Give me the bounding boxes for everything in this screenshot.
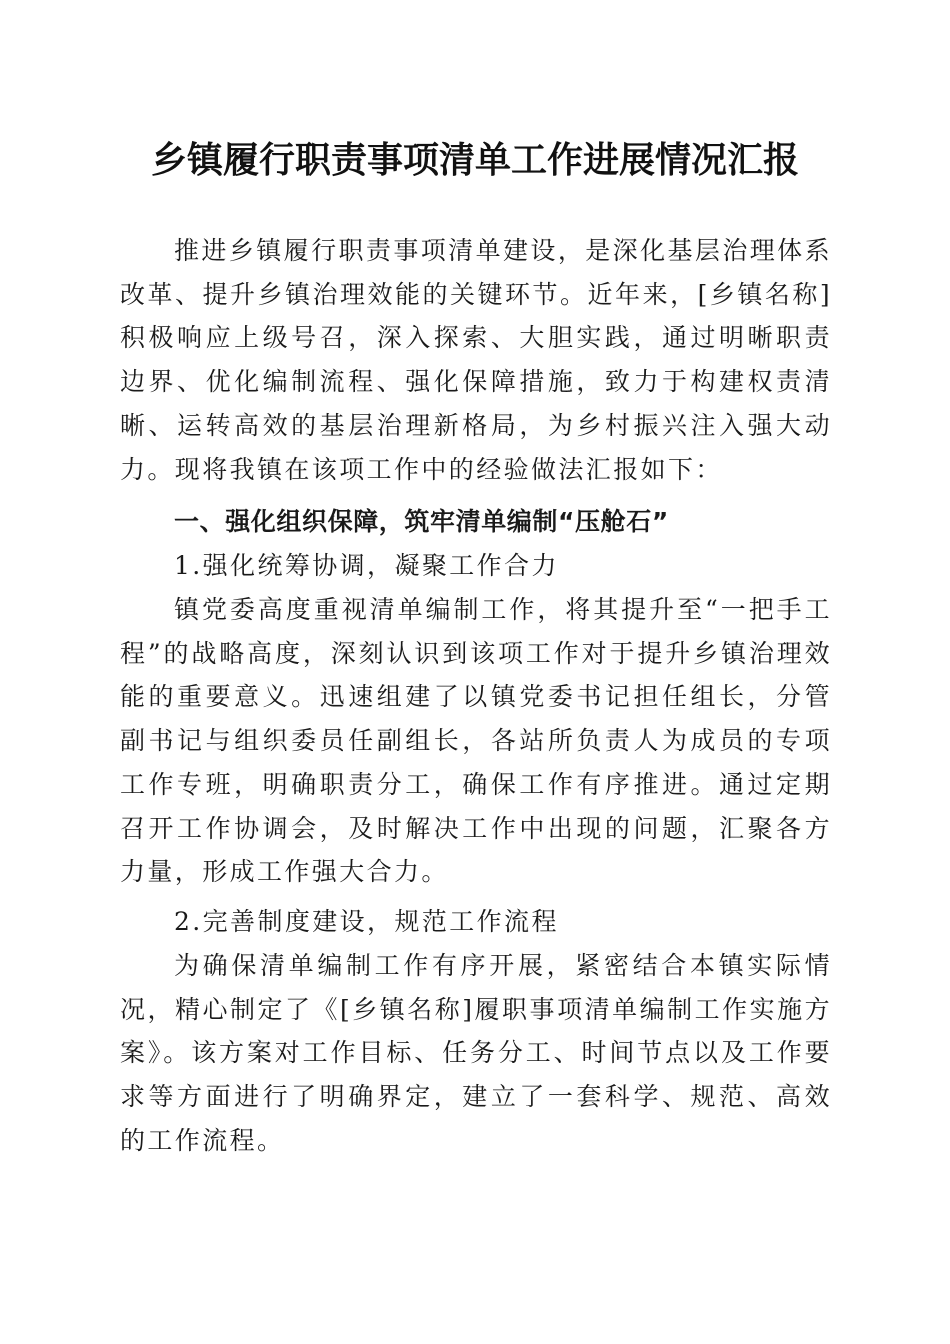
section-heading-1: 一、强化组织保障，筑牢清单编制“压舱石” bbox=[174, 507, 669, 536]
subsection-1-paragraph: 镇党委高度重视清单编制工作，将其提升至“一把手工程”的战略高度，深刻认识到该项工作对于提升乡镇治理效能的重要意义。迅速组建了以镇党委书记担任组长，分管副书记与组织委员任副组长，各站所负责人为成员的专项工作专班，明确职责分工，确保工作有序推进。通过定期召开工作协调会，及时解决工作中出现的问题，汇聚各方力量，形成工作强大合力。 bbox=[120, 595, 832, 887]
document-title: 乡镇履行职责事项清单工作进展情况汇报 bbox=[150, 139, 799, 181]
subsection-heading-1: 1.强化统筹协调，凝聚工作合力 bbox=[174, 551, 559, 580]
subsection-2-paragraph: 为确保清单编制工作有序开展，紧密结合本镇实际情况，精心制定了《[乡镇名称]履职事项清单编制工作实施方案》。该方案对工作目标、任务分工、时间节点以及工作要求等方面进行了明确界定，建立了一套科学、规范、高效的工作流程。 bbox=[120, 951, 832, 1155]
intro-paragraph: 推进乡镇履行职责事项清单建设，是深化基层治理体系改革、提升乡镇治理效能的关键环节。近年来，[乡镇名称]积极响应上级号召，深入探索、大胆实践，通过明晰职责边界、优化编制流程、强化保障措施，致力于构建权责清晰、运转高效的基层治理新格局，为乡村振兴注入强大动力。现将我镇在该项工作中的经验做法汇报如下： bbox=[120, 236, 832, 484]
subsection-heading-2: 2.完善制度建设，规范工作流程 bbox=[174, 907, 559, 936]
